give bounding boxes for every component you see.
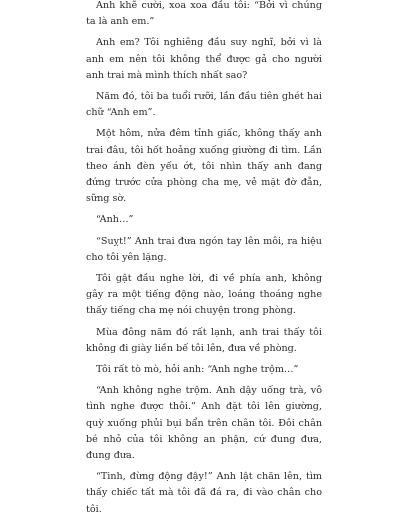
paragraph-5: “Anh…”	[96, 214, 134, 226]
paragraph-10: “Anh không nghe trộm. Anh dậy uống trà, vô tình nghe được thôi.” Anh đặt tôi lên giường, quỳ xuống phủi bụi bẩn trên chân tôi. Đôi chân bé nhỏ của tôi không an phận, cứ đung đưa, đung đưa.	[86, 385, 322, 462]
paragraph-9: Tôi rất tò mò, hỏi anh: “Anh nghe trộm…”	[96, 364, 299, 376]
paragraph-1: Anh khẽ cười, xoa xoa đầu tôi: “Bởi vì chúng ta là anh em.”	[86, 0, 322, 28]
paragraph-7: Tôi gật đầu nghe lời, đi về phía anh, không gây ra một tiếng động nào, loáng thoáng nghe thấy tiếng cha mẹ nói chuyện trong phòng.	[86, 273, 322, 317]
page-text	[86, 0, 322, 523]
paragraph-8: Mùa đông năm đó rất lạnh, anh trai thấy tôi không đi giày liền bế tôi lên, đưa về phòng.	[86, 326, 322, 354]
paragraph-3: Năm đó, tôi ba tuổi rưỡi, lần đầu tiên ghét hai chữ “Anh em”.	[86, 91, 322, 119]
paragraph-11: “Tinh, đừng động đậy!” Anh lật chăn lên, tìm thấy chiếc tất mà tôi đã đá ra, đi vào chân cho tôi.	[86, 471, 322, 515]
paragraph-4: Một hôm, nửa đêm tỉnh giấc, không thấy anh trai đâu, tôi hốt hoảng xuống giường đi tìm. Lần theo ánh đèn yếu ớt, tôi nhìn thấy anh đang đứng trước cửa phòng cha mẹ, vẻ mặt đờ đẫn, sững sờ.	[86, 128, 322, 205]
paragraph-2: Anh em? Tôi nghiêng đầu suy nghĩ, bởi vì là anh em nên tôi không thể được gả cho người anh trai mà mình thích nhất sao?	[86, 37, 322, 81]
paragraph-6: “Suỵt!” Anh trai đưa ngón tay lên môi, ra hiệu cho tôi yên lặng.	[86, 235, 322, 263]
